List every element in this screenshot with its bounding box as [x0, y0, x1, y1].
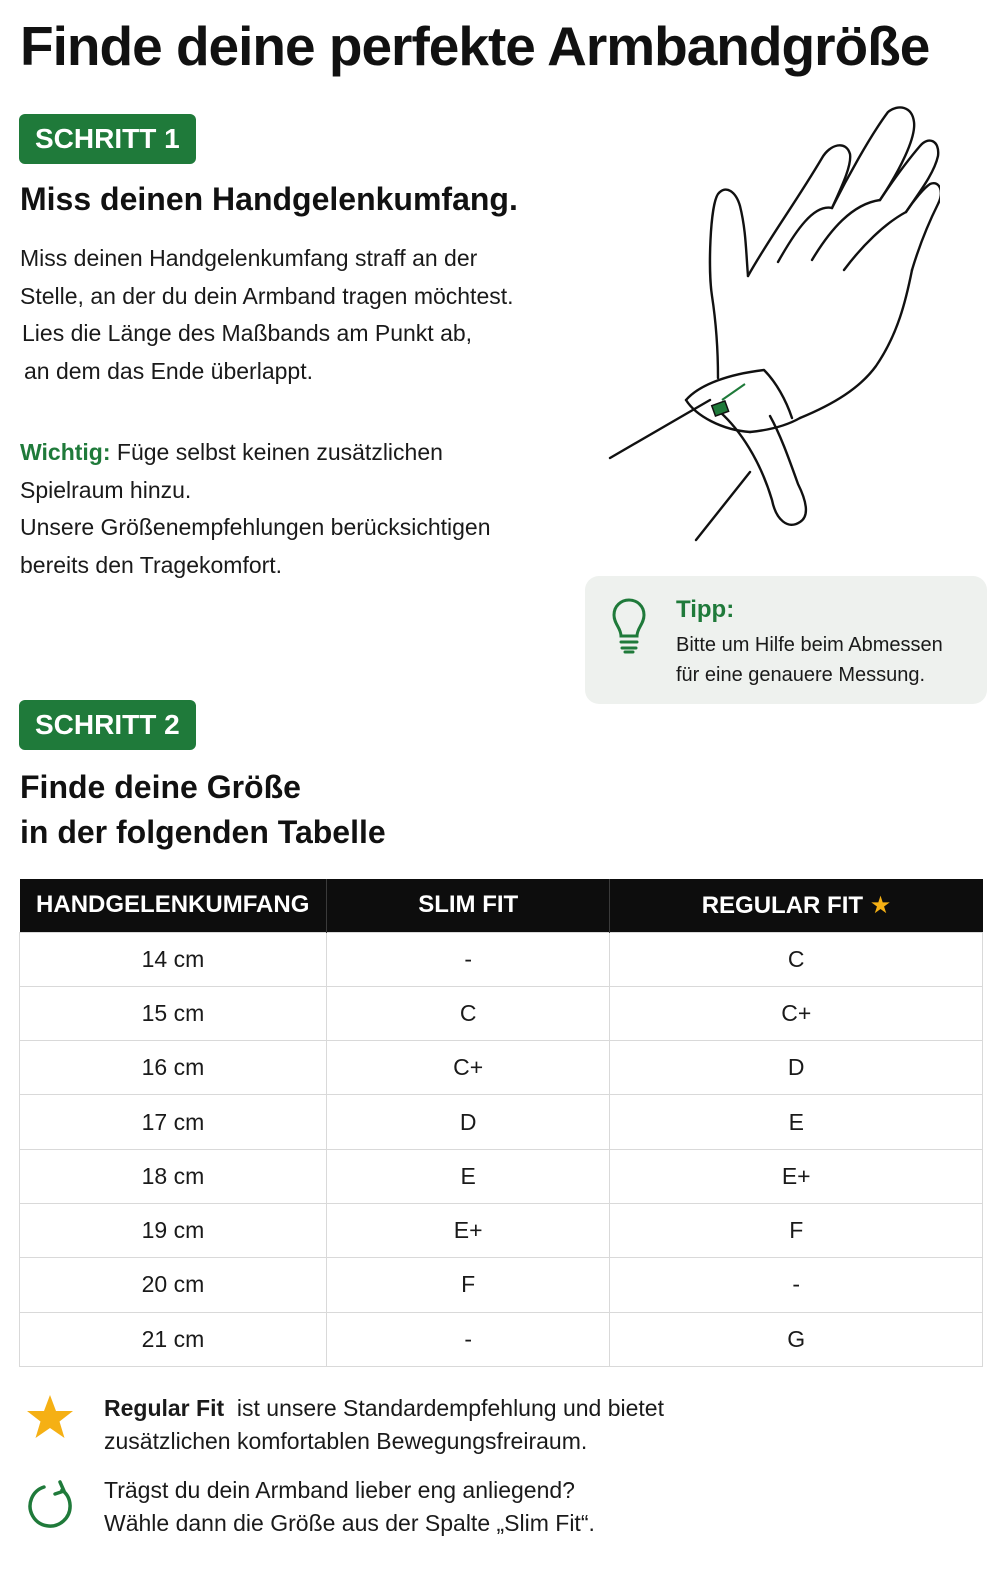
instruction-line: Lies die Länge des Maßbands am Punkt ab,: [22, 320, 473, 346]
table-cell: 19 cm: [20, 1203, 327, 1257]
tip-title: Tipp:: [676, 596, 735, 623]
tip-line: für eine genauere Messung.: [676, 664, 926, 686]
table-cell: C+: [326, 1041, 610, 1095]
important-text: Füge selbst keinen zusätzlichen: [110, 439, 443, 465]
slim-fit-text: Trägst du dein Armband lieber eng anliegend?: [104, 1477, 575, 1503]
table-cell: -: [326, 1312, 610, 1366]
table-cell: -: [610, 1258, 983, 1312]
table-row: [20, 932, 983, 986]
table-cell: C: [610, 932, 983, 986]
column-header: HANDGELENKUMFANG: [20, 879, 327, 932]
table-row: [20, 1258, 983, 1312]
tip-line: Bitte um Hilfe beim Abmessen: [676, 634, 943, 656]
hand-measuring-illustration: [600, 100, 940, 550]
regular-fit-label: Regular Fit: [104, 1395, 225, 1421]
table-cell: E: [326, 1149, 610, 1203]
table-row: [20, 1041, 983, 1095]
table-row: [20, 986, 983, 1040]
table-cell: D: [610, 1041, 983, 1095]
table-cell: -: [326, 932, 610, 986]
table-cell: 18 cm: [20, 1149, 327, 1203]
slim-fit-text: Wähle dann die Größe aus der Spalte „Slim Fit“.: [104, 1510, 595, 1536]
table-cell: D: [326, 1095, 610, 1149]
table-row: [20, 1149, 983, 1203]
important-text: Spielraum hinzu.: [20, 476, 192, 503]
table-header-row: [20, 879, 983, 932]
table-row: [20, 1203, 983, 1257]
instruction-line: Stelle, an der du dein Armband tragen möchtest.: [20, 282, 514, 309]
table-cell: 15 cm: [20, 986, 327, 1040]
instruction-line: an dem das Ende überlappt.: [24, 357, 313, 384]
regular-fit-text: zusätzlichen komfortablen Bewegungsfreiraum.: [104, 1428, 588, 1454]
step1-badge: SCHRITT 1: [19, 114, 196, 164]
table-cell: 17 cm: [20, 1095, 327, 1149]
star-icon: [24, 1392, 76, 1444]
table-cell: G: [610, 1312, 983, 1366]
size-table: [19, 879, 983, 1367]
tip-text: [676, 630, 943, 690]
table-cell: F: [610, 1203, 983, 1257]
step1-heading: Miss deinen Handgelenkumfang.: [20, 181, 518, 217]
instruction-line: Miss deinen Handgelenkumfang straff an der: [20, 245, 478, 271]
important-note: [20, 434, 491, 584]
tip-box: [585, 576, 987, 704]
step2-badge: SCHRITT 2: [19, 700, 196, 750]
important-text: Unsere Größenempfehlungen berücksichtigen: [20, 514, 491, 540]
page-title: Finde deine perfekte Armbandgröße: [20, 15, 930, 77]
regular-fit-text: ist unsere Standardempfehlung und bietet: [236, 1395, 664, 1421]
step1-instructions: [20, 240, 514, 390]
lightbulb-icon: [611, 598, 647, 654]
table-cell: C: [326, 986, 610, 1040]
step2-heading-line: Finde deine Größe: [20, 769, 301, 805]
table-cell: E+: [610, 1149, 983, 1203]
table-cell: 20 cm: [20, 1258, 327, 1312]
important-label: Wichtig:: [20, 439, 111, 465]
table-row: [20, 1312, 983, 1366]
column-header: REGULAR FIT ★: [610, 879, 983, 932]
table-row: [20, 1095, 983, 1149]
column-header: SLIM FIT: [326, 879, 610, 932]
table-cell: 21 cm: [20, 1312, 327, 1366]
table-cell: E: [610, 1095, 983, 1149]
star-icon: ★: [869, 891, 892, 919]
step2-heading-line: in der folgenden Tabelle: [20, 814, 386, 850]
table-cell: E+: [326, 1203, 610, 1257]
table-cell: 16 cm: [20, 1041, 327, 1095]
table-cell: C+: [610, 986, 983, 1040]
table-cell: 14 cm: [20, 932, 327, 986]
important-text: bereits den Tragekomfort.: [20, 551, 283, 578]
step2-heading: [20, 765, 386, 855]
table-cell: F: [326, 1258, 610, 1312]
rotate-arrow-icon: [24, 1480, 76, 1532]
